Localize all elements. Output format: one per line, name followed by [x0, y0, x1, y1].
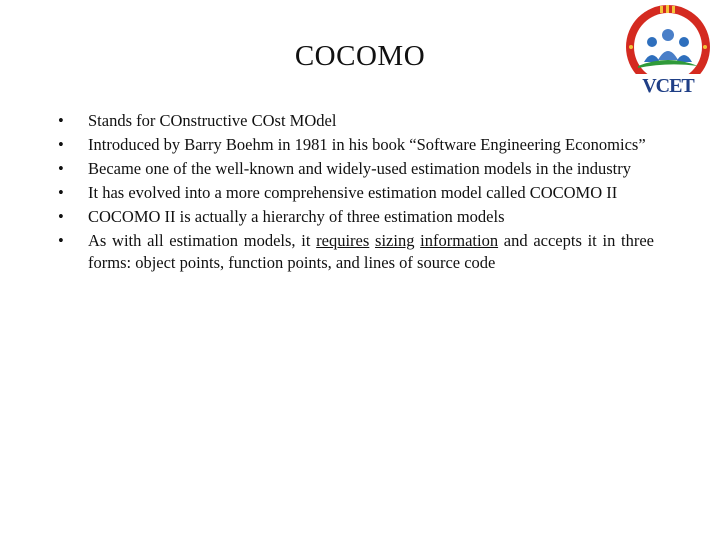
bullet-item [58, 134, 654, 156]
bullet-list [58, 110, 654, 276]
underlined-word: information [420, 231, 499, 250]
bullet-text: It has evolved into a more comprehensive estimation model called COCOMO II [88, 183, 618, 202]
bullet-text: Introduced by Barry Boehm in 1981 in his book “Software Engineering Economics” [88, 135, 646, 154]
bullet-marker: • [58, 159, 64, 178]
bullet-text: Stands for COnstructive COst MOdel [88, 111, 337, 130]
bullet-marker: • [58, 183, 64, 202]
slide-title: COCOMO [294, 40, 426, 72]
bullet-item [58, 110, 654, 132]
bullet-marker: • [58, 231, 64, 250]
bullet-marker: • [58, 207, 64, 226]
bullet-item [58, 206, 654, 228]
bullet-marker: • [58, 111, 64, 130]
bullet-marker: • [58, 135, 64, 154]
bullet-text: Became one of the well-known and widely-used estimation models in the industry [88, 159, 632, 178]
underlined-word: sizing [375, 231, 415, 250]
bullet-item [58, 182, 654, 204]
vcet-logo [618, 2, 718, 102]
bullet-text: COCOMO II is actually a hierarchy of three estimation models [88, 207, 505, 226]
underlined-word: requires [316, 231, 370, 250]
bullet-item [58, 158, 654, 180]
bullet-text-before: As with all estimation models, it [88, 231, 317, 250]
bullet-item [58, 230, 654, 274]
bullet-text-after: and accepts it in three forms: object points, function points, and lines of source code [88, 231, 655, 272]
vcet-logo-text: VCET [642, 75, 694, 97]
